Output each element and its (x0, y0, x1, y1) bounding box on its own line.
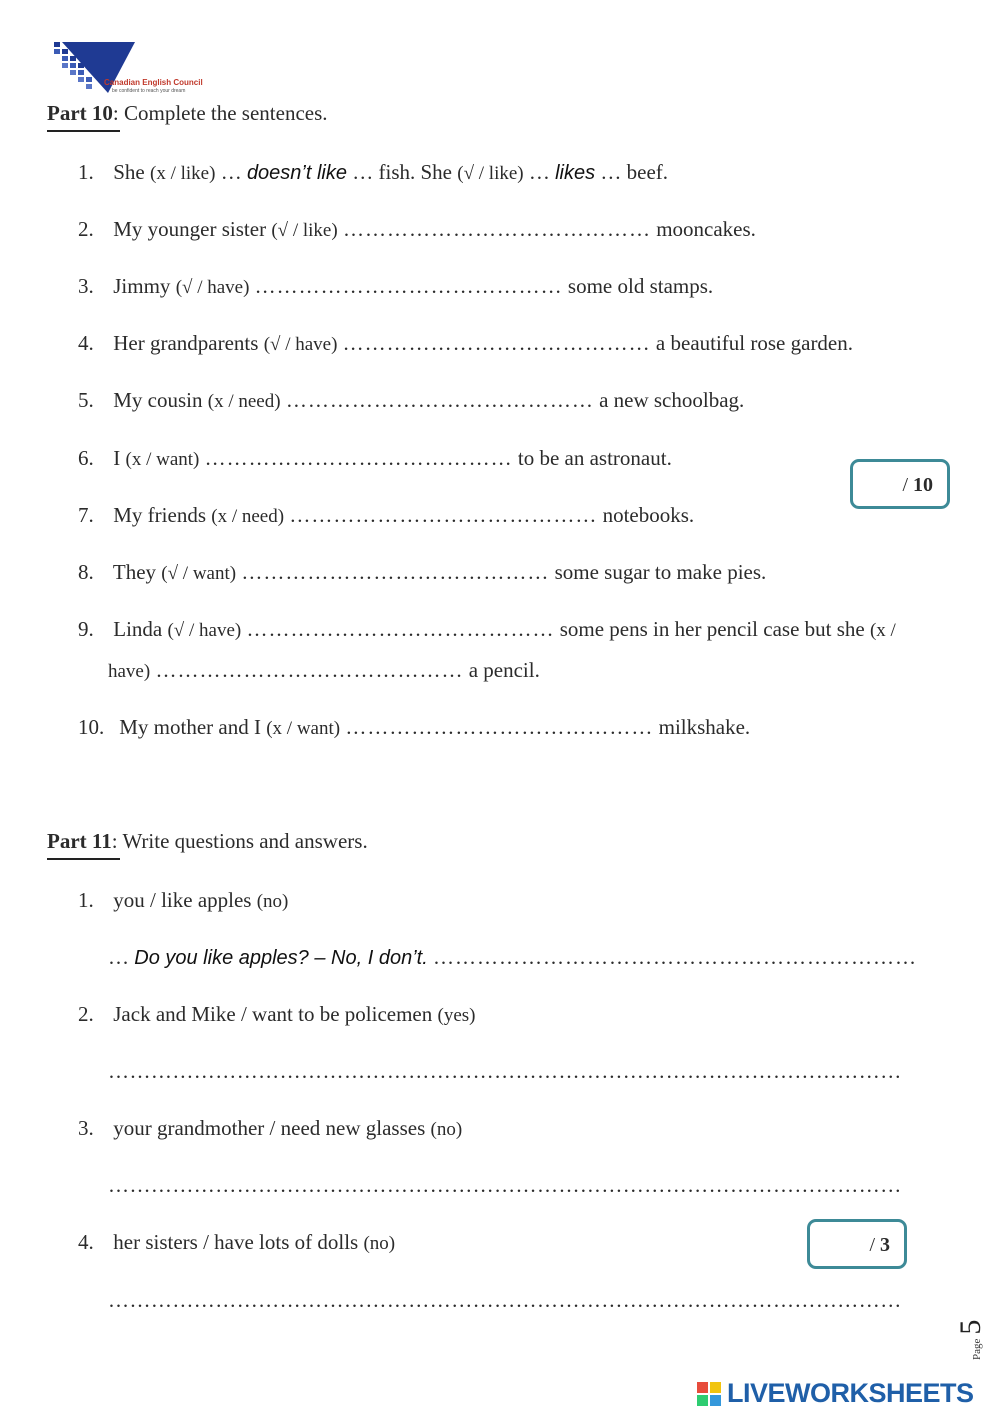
part11-item-1-answer (108, 944, 917, 971)
score-slash: / (869, 1234, 875, 1256)
item-hint: (x / want) (266, 718, 341, 739)
logo-tagline: be confident to reach your dream (112, 88, 186, 94)
answer-blank[interactable]: …………………………………… (254, 274, 563, 298)
item-hint: (√ / like) (271, 220, 338, 241)
item-hint-2: (√ / like) (457, 163, 524, 184)
item-hint: (x / need) (207, 391, 281, 412)
item-post: milkshake. (658, 715, 751, 739)
item-pre: She (113, 160, 145, 184)
item-number: 4. (78, 331, 94, 355)
part10-item-5 (78, 387, 744, 415)
item-hint: (no) (256, 891, 289, 912)
part10-item-3 (78, 273, 713, 301)
item-post: some sugar to make pies. (554, 560, 767, 584)
item-number: 5. (78, 388, 94, 412)
item-number: 1. (78, 160, 94, 184)
part11-item-3 (78, 1115, 462, 1143)
item-number: 2. (78, 217, 94, 241)
item-hint: (√ / have) (167, 620, 242, 641)
item-prompt: your grandmother / need new glasses (113, 1116, 426, 1140)
item-hint: (√ / want) (161, 563, 237, 584)
part10-title-rest: : Complete the sentences. (112, 101, 328, 125)
item-hint: (x / need) (211, 506, 285, 527)
item-number: 8. (78, 560, 94, 584)
part10-item-8 (78, 559, 766, 587)
part11-item-2 (78, 1001, 475, 1029)
item-hint: (no) (363, 1233, 396, 1254)
answer-blank: ………………………………………………………… (433, 945, 918, 969)
answer-blank[interactable]: …………………………………… (342, 217, 651, 241)
item-mid: fish. She (378, 160, 452, 184)
part10-title (47, 101, 328, 126)
answer-blank[interactable]: …………………………………… (345, 715, 654, 739)
example-answer-1: doesn’t like (246, 162, 347, 184)
part10-item-9 (78, 616, 896, 644)
item-pre: Jimmy (113, 274, 171, 298)
item-number: 6. (78, 446, 94, 470)
item-pre: Linda (113, 617, 163, 641)
item-pre: My cousin (113, 388, 203, 412)
example-answer: Do you like apples? – No, I don’t. (134, 947, 428, 969)
part10-item-1: 1. She (x / like) … doesn’t like … fish. She (√ / like) … likes … beef. (78, 160, 669, 184)
item-post: some pens in her pencil case but she (559, 617, 865, 641)
answer-blank[interactable]: …………………………………… (204, 446, 513, 470)
answer-blank[interactable]: …………………………………… (342, 331, 651, 355)
item-post: beef. (626, 160, 669, 184)
part10-item-9-cont (108, 657, 540, 685)
part10-item-10 (78, 714, 750, 742)
item-pre: My friends (113, 503, 206, 527)
item-pre: I (113, 446, 121, 470)
watermark-text: LIVEWORKSHEETS (727, 1378, 974, 1408)
part11-title-bold: Part 11 (47, 829, 112, 853)
item-post: some old stamps. (567, 274, 714, 298)
answer-blank[interactable]: …………………………………… (289, 503, 598, 527)
item-hint: (no) (430, 1119, 463, 1140)
item-hint: (x / want) (125, 449, 200, 470)
company-logo (50, 38, 210, 100)
answer-blank[interactable]: …………………………………… (241, 560, 550, 584)
item-prompt: you / like apples (113, 888, 252, 912)
item-number: 1. (78, 888, 94, 912)
answer-lead: … (108, 945, 129, 969)
item-hint: (x / like) (150, 163, 216, 184)
part10-item-4 (78, 330, 853, 358)
part11-title-underline (47, 858, 120, 860)
part10-score-box[interactable] (850, 459, 950, 509)
item-pre: My younger sister (113, 217, 267, 241)
part10-item-2 (78, 216, 756, 244)
part11-item-3-blank[interactable]: ………………………………………………………………………………………………… (108, 1173, 902, 1197)
answer-blank-2[interactable]: …………………………………… (155, 658, 464, 682)
answer-blank[interactable]: …………………………………… (285, 388, 594, 412)
page-number (954, 1300, 994, 1360)
item-pre: Her grandparents (113, 331, 259, 355)
item-post: mooncakes. (656, 217, 756, 241)
item-number: 2. (78, 1002, 94, 1026)
page-label: Page (971, 1338, 983, 1360)
part10-item-6 (78, 445, 672, 473)
item-hint-2b: have) (108, 661, 151, 682)
logo-name: Canadian English Council (104, 78, 203, 87)
part10-title-underline (47, 130, 120, 132)
item-number: 3. (78, 1116, 94, 1140)
item-hint: (√ / have) (263, 334, 338, 355)
item-pre: My mother and I (119, 715, 261, 739)
item-pre: They (112, 560, 157, 584)
liveworksheets-watermark (697, 1378, 974, 1408)
item-number: 3. (78, 274, 94, 298)
item-hint: (√ / have) (175, 277, 250, 298)
item-number: 7. (78, 503, 94, 527)
item-number: 4. (78, 1230, 94, 1254)
part11-item-1 (78, 887, 288, 915)
watermark-logo-icon (697, 1382, 721, 1406)
item-hint: (yes) (437, 1005, 476, 1026)
score-slash: / (902, 474, 908, 496)
part11-item-4-blank[interactable]: ………………………………………………………………………………………………… (108, 1288, 902, 1312)
item-hint-2a: (x / (869, 620, 896, 641)
part11-item-4 (78, 1229, 395, 1257)
item-prompt: her sisters / have lots of dolls (113, 1230, 359, 1254)
item-post: a new schoolbag. (599, 388, 745, 412)
score-total: 3 (880, 1234, 890, 1256)
item-post: notebooks. (602, 503, 695, 527)
example-answer-2: likes (555, 162, 596, 184)
score-total: 10 (913, 474, 933, 496)
item-post: a beautiful rose garden. (655, 331, 854, 355)
part11-item-2-blank[interactable]: ………………………………………………………………………………………………… (108, 1059, 902, 1083)
answer-blank[interactable]: …………………………………… (246, 617, 555, 641)
part10-item-7 (78, 502, 694, 530)
part11-title-rest: : Write questions and answers. (111, 829, 368, 853)
item-number: 9. (78, 617, 94, 641)
page-digit: 5 (954, 1319, 987, 1335)
item-prompt: Jack and Mike / want to be policemen (113, 1002, 433, 1026)
item-post: to be an astronaut. (517, 446, 672, 470)
item-post-2: a pencil. (468, 658, 540, 682)
item-number: 10. (78, 715, 105, 739)
part10-title-bold: Part 10 (47, 101, 113, 125)
part11-title (47, 829, 368, 854)
part11-score-box[interactable] (807, 1219, 907, 1269)
